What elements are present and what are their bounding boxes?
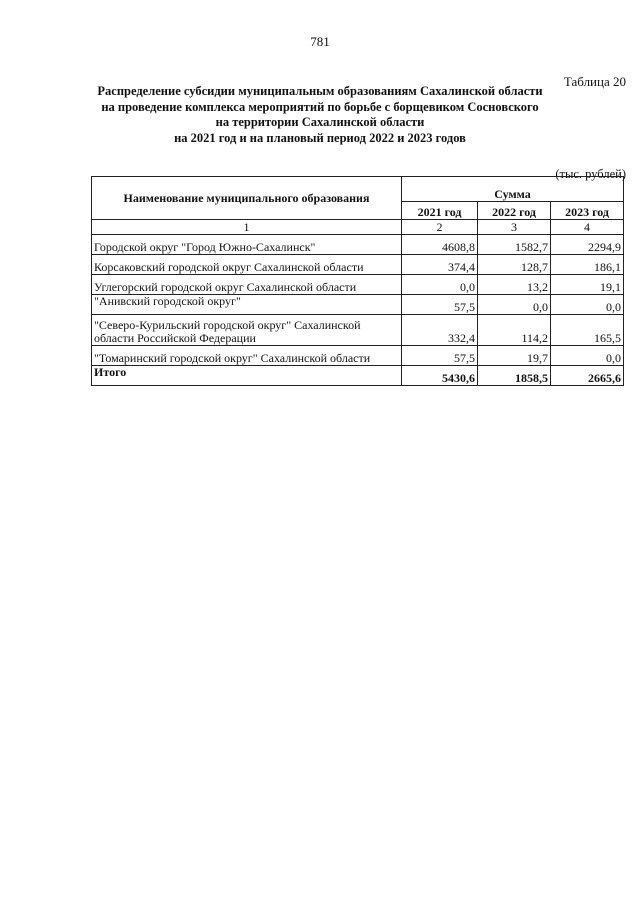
title-line-2: на проведение комплекса мероприятий по борьбе с борщевиком Сосновского [101,99,539,114]
row-name: Корсаковский городской округ Сахалинской области [92,255,402,275]
units-label: (тыс. рублей) [555,167,626,181]
document-title [80,84,560,146]
row-value-2023: 19,1 [551,275,624,295]
row-name: "Северо-Курильский городской округ" Сахалинской области Российской Федерации [92,315,402,346]
total-label: Итого [92,366,402,386]
header-year-2021: 2021 год [402,202,478,220]
title-line-3: на территории Сахалинской области [215,115,425,129]
row-value-2023: 0,0 [551,295,624,315]
table-row [92,346,624,366]
column-number-2: 2 [402,220,478,235]
title-line-1: Распределение субсидии муниципальным образованиям Сахалинской области [97,84,543,98]
row-value-2023: 0,0 [551,346,624,366]
row-value-2022: 0,0 [478,295,551,315]
column-number-4: 4 [551,220,624,235]
row-name: "Томаринский городской округ" Сахалинской области [92,346,402,366]
title-line-4: на 2021 год и на плановый период 2022 и 2023 годов [174,130,466,145]
table-row [92,295,624,315]
total-value-2022: 1858,5 [478,366,551,386]
subsidy-table [91,176,624,386]
header-name: Наименование муниципального образования [92,177,402,220]
row-name: Углегорский городской округ Сахалинской области [92,275,402,295]
table-row [92,275,624,295]
page-number: 781 [310,34,330,49]
row-value-2021: 57,5 [402,346,478,366]
table-label: Таблица 20 [563,74,626,89]
row-value-2022: 19,7 [478,346,551,366]
column-number-1: 1 [92,220,402,235]
row-value-2023: 2294,9 [551,235,624,255]
header-year-2023: 2023 год [551,202,624,220]
row-value-2022: 128,7 [478,255,551,275]
total-value-2023: 2665,6 [551,366,624,386]
row-value-2022: 1582,7 [478,235,551,255]
column-number-3: 3 [478,220,551,235]
total-row [92,366,624,386]
header-year-2022: 2022 год [478,202,551,220]
table-row [92,315,624,346]
row-value-2022: 13,2 [478,275,551,295]
row-value-2023: 186,1 [551,255,624,275]
row-name: "Анивский городской округ" [92,295,402,315]
row-value-2021: 374,4 [402,255,478,275]
row-name: Городской округ "Город Южно-Сахалинск" [92,235,402,255]
row-value-2023: 165,5 [551,315,624,346]
row-value-2021: 332,4 [402,315,478,346]
header-sum: Сумма [402,177,624,202]
row-value-2021: 4608,8 [402,235,478,255]
row-value-2021: 0,0 [402,275,478,295]
total-value-2021: 5430,6 [402,366,478,386]
table-row [92,235,624,255]
row-value-2021: 57,5 [402,295,478,315]
row-value-2022: 114,2 [478,315,551,346]
table-row [92,255,624,275]
